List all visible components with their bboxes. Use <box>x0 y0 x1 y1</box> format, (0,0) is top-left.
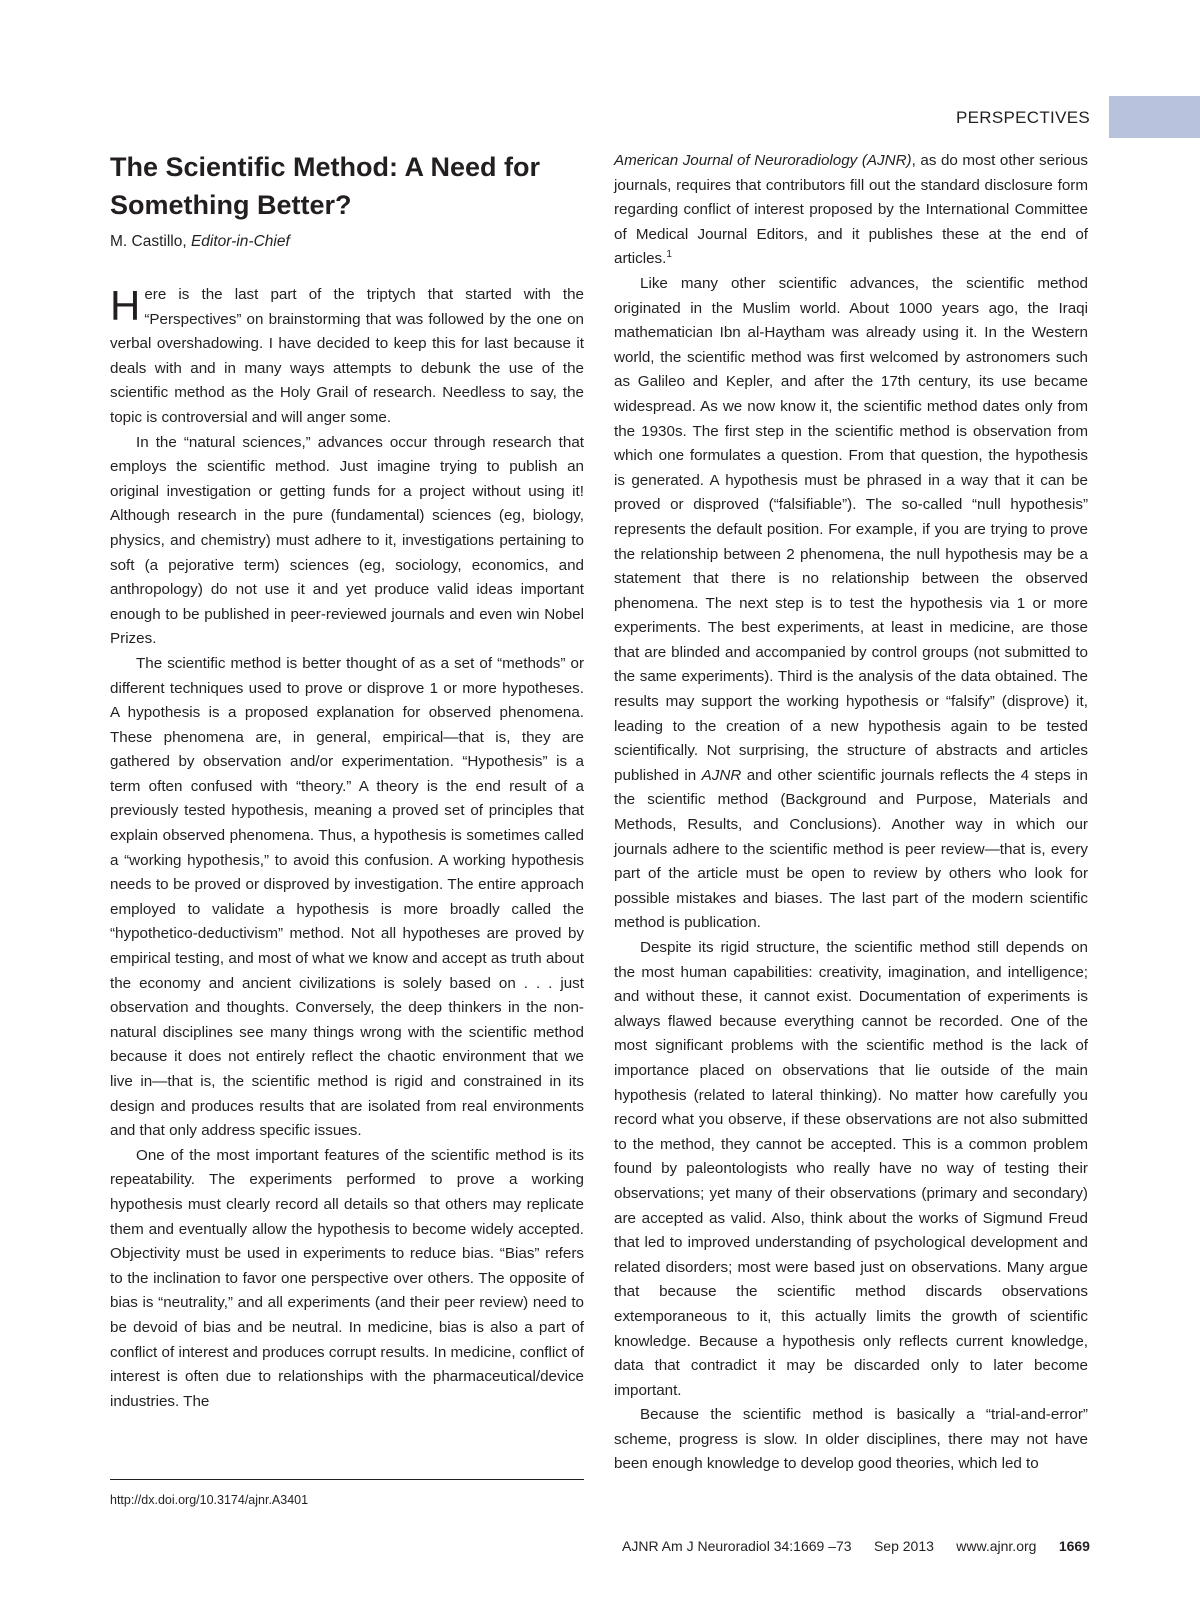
section-label: PERSPECTIVES <box>956 108 1090 127</box>
right-column <box>614 149 1088 1477</box>
journal-website[interactable]: www.ajnr.org <box>956 1538 1037 1554</box>
doi-link[interactable]: http://dx.doi.org/10.3174/ajnr.A3401 <box>110 1493 309 1507</box>
byline <box>110 233 290 251</box>
footnote-divider <box>110 1479 584 1480</box>
left-column <box>110 283 584 1414</box>
paragraph-trial-and-error: Because the scientific method is basically a “trial-and-error” scheme, progress is slow. In older disciplines, there may not have been enough knowledge to develop good theories, which led to <box>614 1406 1088 1473</box>
paragraph-history-text-end: and other scientific journals reflects the 4 steps in the scientific method (Background and Purpose, Materials and Methods, Results, and Conclusions). Another way in which our journals adhere to the scientific method is peer review—that is, every part of the article must be open to review by others who look for possible mistakes and biases. The last part of the modern scientific method is publication. <box>614 766 1088 932</box>
paragraph-continued-text: , as do most other serious journals, requires that contributors fill out the standard disclosure form regarding conflict of interest proposed by the International Committee of Medical Journal Editors, and it publishes these at the end of articles. <box>614 152 1088 268</box>
paragraph-history <box>614 272 1088 936</box>
journal-abbrev: AJNR <box>701 766 742 784</box>
drop-cap: H <box>110 282 141 329</box>
paragraph-history-text: Like many other scientific advances, the scientific method originated in the Muslim world. About 1000 years ago, the Iraqi mathematician Ibn al-Haytham was already using it. In the Western world, the scientific method was first welcomed by astronomers such as Galileo and Kepler, and after the 17th century, its use became widespread. As we now know it, the scientific method dates only from the 1930s. The first step in the scientific method is observation from which one formulates a question. From that question, the hypothesis is generated. A hypothesis must be phrased in a way that it can be proved or disproved (“falsifiable”). The so-called “null hypothesis” represents the default position. For example, if you are trying to prove the relationship between 2 phenomena, the null hypothesis may be a statement that there is no relationship between the observed phenomena. The next step is to test the hypothesis via 1 or more experiments. The best experiments, at least in medicine, are those that are blinded and accompanied by control groups (not submitted to the same experiments). Third is the analysis of the data obtained. The results may support the working hypothesis or “falsify” (disprove) it, leading to the creation of a new hypothesis again to be tested scientifically. Not surprising, the structure of abstracts and articles published in <box>614 274 1088 784</box>
journal-name: American Journal of Neuroradiology (AJNR) <box>614 152 912 169</box>
paragraph-natural-sciences: In the “natural sciences,” advances occur through research that employs the scientific method. Just imagine trying to publish an original investigation or getting funds for a project without using it! Although research in the pure (fundamental) sciences (eg, biology, physics, and chemistry) must adhere to it, investigations pertaining to soft (a pejorative term) sciences (eg, sociology, economics, and anthropology) do not use it and yet produce valid ideas important enough to be published in peer-reviewed journals and even win Nobel Prizes. <box>110 433 584 648</box>
page-number: 1669 <box>1058 1538 1090 1554</box>
article-title: The Scientific Method: A Need for Something Better? <box>110 152 541 220</box>
paragraph-repeatability: One of the most important features of the scientific method is its repeatability. The experiments performed to prove a working hypothesis must clearly record all details so that others may replicate them and eventually allow the hypothesis to become widely accepted. Objectivity must be used in experiments to reduce bias. “Bias” refers to the inclination to favor one perspective over others. The opposite of bias is “neutrality,” and all experiments (and their peer review) need to be devoid of bias and be neutral. In medicine, bias is also a part of conflict of interest and produces corrupt results. In medicine, conflict of interest is often due to relationships with the pharmaceutical/device industries. The <box>110 1146 584 1410</box>
paragraph-intro <box>110 283 584 431</box>
journal-citation: AJNR Am J Neuroradiol 34:1669 –73 <box>622 1538 852 1554</box>
author-role: Editor-in-Chief <box>190 233 290 250</box>
running-footer <box>622 1538 1090 1554</box>
paragraph-rigid-structure: Despite its rigid structure, the scientific method still depends on the most human capabilities: creativity, imagination, and intelligence; and without these, it cannot exist. Documentation of experiments is always flawed because everything cannot be recorded. One of the most significant problems with the scientific method is the lack of importance placed on observations that lie outside of the main hypothesis (related to lateral thinking). No matter how carefully you record what you observe, if these observations are not also submitted to the method, they cannot be accepted. This is a common problem found by paleontologists who really have no way of testing their observations; yet many of their observations (primary and secondary) are accepted as valid. Also, think about the works of Sigmund Freud that led to improved understanding of psychological development and related disorders; most were based just on observations. Many argue that because the scientific method discards observations extemporaneous to it, this actually limits the growth of scientific knowledge. Because a hypothesis only reflects current knowledge, data that contradict it may be discarded only to later become important. <box>614 939 1088 1399</box>
reference-marker: 1 <box>666 249 672 261</box>
paragraph-continued <box>614 149 1088 272</box>
issue-date: Sep 2013 <box>873 1538 934 1554</box>
paragraph-methods-definition: The scientific method is better thought of as a set of “methods” or different techniques used to prove or disprove 1 or more hypotheses. A hypothesis is a proposed explanation for observed phenomena. These phenomena are, in general, empirical—that is, they are gathered by observation and/or experimentation. “Hypothesis” is a term often confused with “theory.” A theory is the end result of a previously tested hypothesis, meaning a proved set of principles that explain observed phenomena. Thus, a hypothesis is sometimes called a “working hypothesis,” to avoid this confusion. A working hypothesis needs to be proved or disproved by investigation. The entire approach employed to validate a hypothesis is more broadly called the “hypothetico-deductivism” method. Not all hypotheses are proved by empirical testing, and most of what we know and accept as truth about the economy and ancient civilizations is solely based on . . . just observation and thoughts. Conversely, the deep thinkers in the non-natural disciplines see many things wrong with the scientific method because it does not entirely reflect the chaotic environment that we live in—that is, the scientific method is rigid and constrained in its design and produces results that are isolated from real environments and that only address specific issues. <box>110 654 584 1140</box>
author-name: M. Castillo, <box>110 233 187 250</box>
section-color-tab <box>1109 96 1200 138</box>
paragraph-intro-text: ere is the last part of the triptych that started with the “Perspectives” on brainstorming that was followed by the one on verbal overshadowing. I have decided to keep this for last because it deals with and in many ways attempts to debunk the use of the scientific method as the Holy Grail of research. Needless to say, the topic is controversial and will anger some. <box>110 286 584 426</box>
